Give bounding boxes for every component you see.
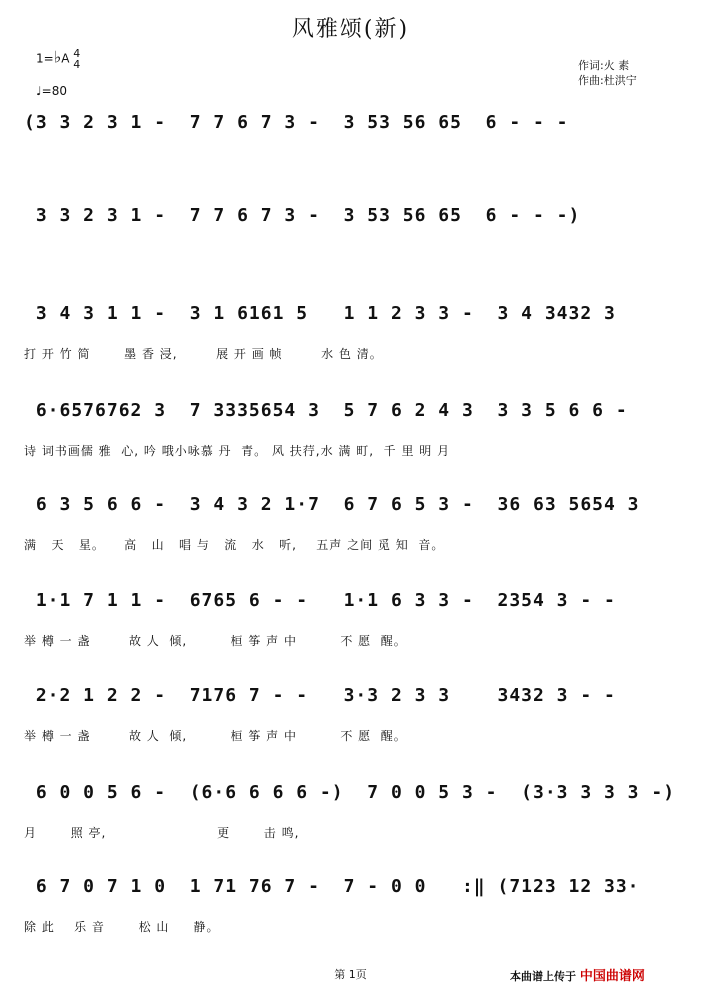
score-row xyxy=(24,112,684,202)
credits xyxy=(578,58,637,88)
notes-line: 6 3 5 6 6 - 3 4 3 2 1·7 6 7 6 5 3 - 36 63 5654 3 xyxy=(24,494,640,515)
score-row xyxy=(24,782,684,872)
key-prefix: 1= xyxy=(36,51,54,66)
lyricist: 作词:火 素 xyxy=(578,59,630,72)
lyrics-line: 举 樽 一 盏 故 人 倾, 桓 筝 声 中 不 愿 醒。 xyxy=(24,729,407,743)
notes-line: 6·6576762 3 7 3335654 3 5 7 6 2 4 3 3 3 5 6 6 - xyxy=(24,400,628,421)
tempo-marking: ♩=80 xyxy=(36,84,67,98)
notes-line: 3 3 2 3 1 - 7 7 6 7 3 - 3 53 56 65 6 - - -) xyxy=(24,205,581,226)
page-number: 第 1页 xyxy=(334,968,367,981)
site-brand: 中国曲谱网 xyxy=(579,969,645,984)
lyrics-line: 月 照 亭, 更 击 鸣, xyxy=(24,826,300,840)
lyrics-line: 打 开 竹 简 墨 香 浸, 展 开 画 帧 水 色 清。 xyxy=(24,347,383,361)
lyrics-line: 举 樽 一 盏 故 人 倾, 桓 筝 声 中 不 愿 醒。 xyxy=(24,634,407,648)
notes-line: 6 7 0 7 1 0 1 71 76 7 - 7 - 0 0 :‖ (7123 12 33· xyxy=(24,876,640,897)
key-signature xyxy=(36,48,80,70)
notes-line: 1·1 7 1 1 - 6765 6 - - 1·1 6 3 3 - 2354 3 - - xyxy=(24,590,616,611)
score-row xyxy=(24,590,684,680)
score-row xyxy=(24,685,684,775)
notes-line: 3 4 3 1 1 - 3 1 6161 5 1 1 2 3 3 - 3 4 3432 3 xyxy=(24,303,616,324)
lyrics-line: 除 此 乐 音 松 山 静。 xyxy=(24,920,220,934)
notes-line: 6 0 0 5 6 - (6·6 6 6 6 -) 7 0 0 5 3 - (3·3 3 3 3 -) xyxy=(24,782,676,803)
notes-line: (3 3 2 3 1 - 7 7 6 7 3 - 3 53 56 65 6 - - - xyxy=(24,112,569,133)
lyrics-line: 满 天 星。 高 山 唱 与 流 水 听, 五声 之间 觅 知 音。 xyxy=(24,538,445,552)
page-title: 风雅颂(新) xyxy=(291,17,410,42)
notes-line: 2·2 1 2 2 - 7176 7 - - 3·3 2 3 3 3432 3 - - xyxy=(24,685,616,706)
time-top: 4 xyxy=(73,47,81,60)
key-note: A xyxy=(61,51,70,66)
composer: 作曲:杜洪宁 xyxy=(578,74,637,87)
lyrics-line: 诗 词书画儒 雅 心, 吟 哦小咏慕 丹 青。 风 扶荇,水 满 町, 千 里 明 月 xyxy=(24,444,451,458)
time-bottom: 4 xyxy=(73,58,81,71)
upload-note xyxy=(510,965,645,984)
upload-text: 本曲谱上传于 xyxy=(510,970,576,983)
time-signature xyxy=(73,48,80,70)
score-row xyxy=(24,303,684,393)
flat-icon: ♭ xyxy=(53,47,62,67)
score-row xyxy=(24,205,684,295)
score-row xyxy=(24,876,684,966)
score-row xyxy=(24,494,684,584)
score-row xyxy=(24,400,684,490)
